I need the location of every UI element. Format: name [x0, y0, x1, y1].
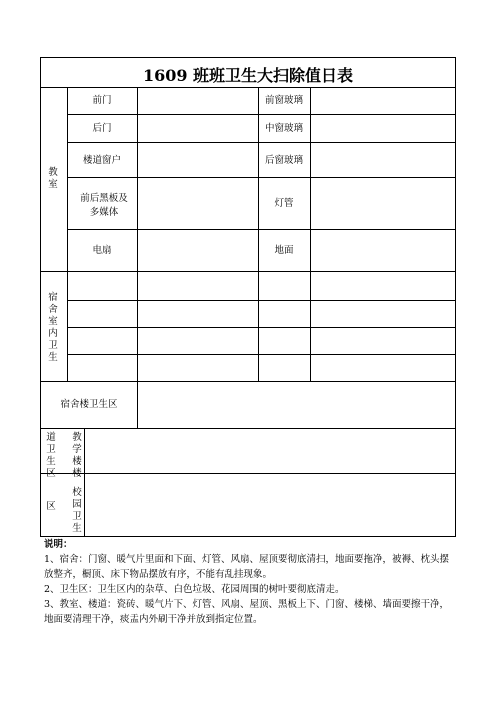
- item-light-tubes: 灯管: [274, 198, 294, 209]
- dorm-bathroom-label: 宿舍室内卫生: [48, 292, 58, 363]
- item-back-door: 后门: [92, 123, 112, 134]
- teaching-right-label: 教学楼楼: [72, 432, 82, 479]
- notes-section: [44, 537, 458, 627]
- item-corridor-window: 楼道窗户: [82, 155, 122, 166]
- table-title: 1609 班班卫生大扫除值日表: [142, 66, 354, 85]
- duty-table: [40, 57, 456, 537]
- teaching-left-label: 道卫生区: [46, 432, 56, 479]
- campus-left-label: 区: [46, 501, 56, 512]
- item-middle-window: 中窗玻璃: [264, 123, 304, 134]
- dorm-building-label: 宿舍楼卫生区: [60, 399, 118, 410]
- item-floor: 地面: [274, 245, 294, 256]
- note-item-3: 3、教室、楼道：瓷砖、暖气片下、灯管、风扇、屋顶、黑板上下、门窗、楼梯、墙面要擦干净，地面要清理干净，痰盂内外刷干净并放到指定位置。: [44, 599, 450, 625]
- item-fan: 电扇: [92, 245, 112, 256]
- item-blackboard-media: 前后黑板及多媒体: [80, 193, 128, 218]
- campus-right-label: 校园卫生: [72, 487, 82, 534]
- note-item-2: 2、卫生区：卫生区内的杂草、白色垃圾、花园周围的树叶要彻底清走。: [44, 584, 345, 595]
- item-front-window: 前窗玻璃: [264, 95, 304, 106]
- classroom-label: 教室: [48, 167, 58, 190]
- note-item-1: 1、宿舍：门窗、暖气片里面和下面、灯管、风扇、屋顶要彻底清扫，地面要拖净，被褥、枕头摆放整齐，橱顶、床下物品摆放有序，不能有乱挂现象。: [44, 554, 450, 580]
- notes-heading: 说明：: [44, 539, 73, 550]
- item-back-window: 后窗玻璃: [264, 155, 304, 166]
- item-front-door: 前门: [92, 95, 112, 106]
